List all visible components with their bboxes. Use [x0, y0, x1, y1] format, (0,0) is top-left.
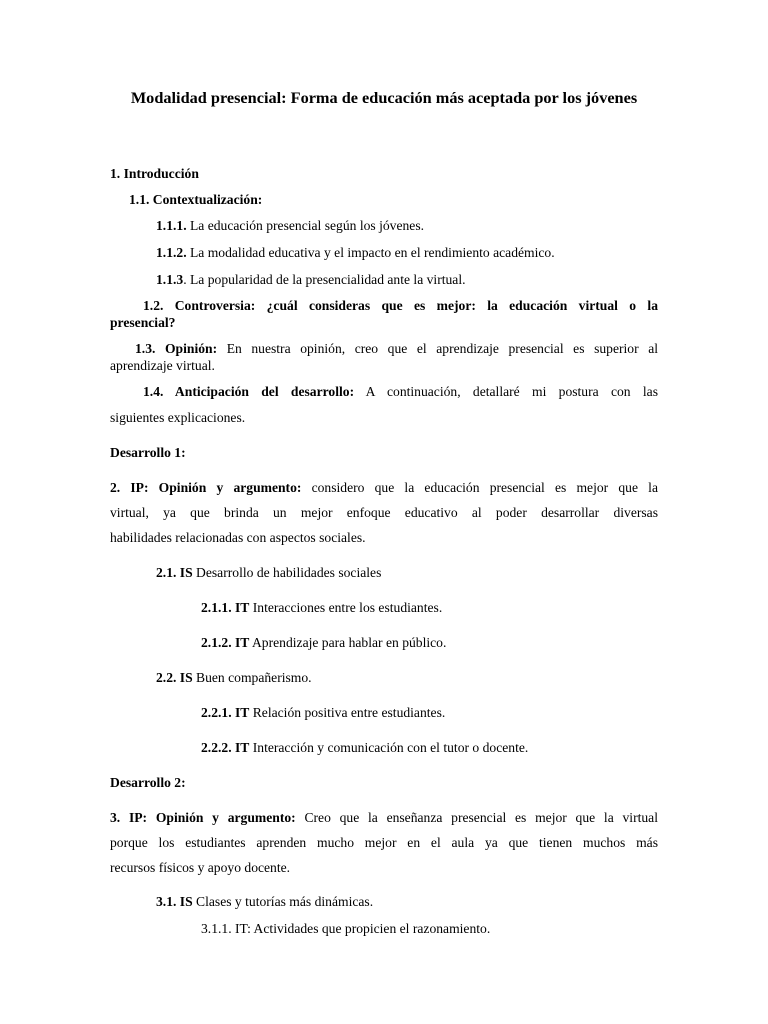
- dev1-it-2-label: 2.1.2. IT: [201, 635, 250, 650]
- context-item-2-num: 1.1.2.: [156, 245, 187, 260]
- dev1-it-1-label: 2.1.1. IT: [201, 600, 250, 615]
- context-heading-text: 1.1. Contextualización:: [129, 192, 263, 207]
- dev2-ip-label: 3. IP: Opinión y argumento:: [110, 810, 296, 825]
- dev2-is-1-label: 3.1. IS: [156, 894, 193, 909]
- dev1-ip-line-2-wrap: [110, 504, 658, 521]
- dev1-ip-label: 2. IP: Opinión y argumento:: [110, 480, 302, 495]
- document-title: Modalidad presencial: Forma de educación más aceptada por los jóvenes: [130, 88, 638, 107]
- intro-heading: [110, 165, 199, 182]
- opinion-text-1: En nuestra opinión, creo que el aprendizaje presencial es superior al: [217, 341, 659, 356]
- dev2-it-1: 3.1.1. IT: Actividades que propicien el razonamiento.: [201, 921, 491, 936]
- controversy-line-2: presencial?: [110, 315, 176, 330]
- anticipation-line-1: [143, 383, 658, 400]
- anticipation-label: 1.4. Anticipación del desarrollo:: [143, 384, 355, 399]
- context-heading: [129, 191, 262, 208]
- opinion-paragraph: [110, 340, 658, 357]
- intro-heading-text: 1. Introducción: [110, 166, 199, 181]
- dev2-ip-line-2-wrap: [110, 834, 658, 851]
- dev2-ip-text-1: Creo que la enseñanza presencial es mejor que la virtual: [295, 810, 658, 825]
- opinion-label: 1.3. Opinión:: [135, 341, 218, 356]
- opinion-line-1: [135, 340, 658, 357]
- dev1-heading: [110, 444, 186, 461]
- dev2-ip-paragraph: [110, 809, 658, 826]
- context-item-3-num: 1.1.3: [156, 272, 184, 287]
- dev1-it-2-text: Aprendizaje para hablar en público.: [249, 635, 447, 650]
- context-item-1-text: La educación presencial según los jóvenes.: [186, 218, 425, 233]
- controversy-line-2-wrap: [110, 314, 175, 331]
- anticipation-paragraph: [110, 383, 658, 400]
- dev1-it-4: [201, 739, 528, 756]
- opinion-line-2: aprendizaje virtual.: [110, 358, 215, 373]
- context-item-1-num: 1.1.1.: [156, 218, 187, 233]
- dev1-is-2-text: Buen compañerismo.: [192, 670, 312, 685]
- dev2-ip-line-1: [110, 809, 658, 826]
- context-item-2: [156, 244, 555, 261]
- anticipation-text-1: A continuación, detallaré mi postura con las: [354, 384, 658, 399]
- context-item-2-text: La modalidad educativa y el impacto en el rendimiento académico.: [186, 245, 555, 260]
- dev2-heading: [110, 774, 186, 791]
- context-item-3-text: . La popularidad de la presencialidad ante la virtual.: [183, 272, 466, 287]
- dev1-heading-text: Desarrollo 1:: [110, 445, 186, 460]
- dev1-ip-line-1: [110, 479, 658, 496]
- dev1-it-4-label: 2.2.2. IT: [201, 740, 250, 755]
- dev2-ip-line-2: porque los estudiantes aprenden mucho mejor en el aula ya que tienen muchos más: [110, 835, 658, 850]
- dev1-it-2: [201, 634, 446, 651]
- dev2-ip-line-3: recursos físicos y apoyo docente.: [110, 860, 291, 875]
- dev2-heading-text: Desarrollo 2:: [110, 775, 186, 790]
- context-item-1: [156, 217, 424, 234]
- dev2-is-1: [156, 893, 373, 910]
- dev2-is-1-text: Clases y tutorías más dinámicas.: [192, 894, 374, 909]
- dev1-it-3-label: 2.2.1. IT: [201, 705, 250, 720]
- dev1-is-1: [156, 564, 381, 581]
- anticipation-line-2: siguientes explicaciones.: [110, 410, 246, 425]
- dev1-ip-paragraph: [110, 479, 658, 496]
- dev1-is-2-label: 2.2. IS: [156, 670, 193, 685]
- dev1-ip-line-3: habilidades relacionadas con aspectos sociales.: [110, 530, 366, 545]
- dev1-it-3-text: Relación positiva entre estudiantes.: [249, 705, 446, 720]
- dev1-it-1: [201, 599, 442, 616]
- controversy-paragraph: [110, 297, 658, 314]
- dev1-ip-text-1: considero que la educación presencial es mejor que la: [301, 480, 658, 495]
- context-item-3: [156, 271, 466, 288]
- dev1-it-3: [201, 704, 445, 721]
- dev1-is-1-text: Desarrollo de habilidades sociales: [192, 565, 382, 580]
- dev1-ip-line-2: virtual, ya que brinda un mejor enfoque educativo al poder desarrollar diversas: [110, 505, 658, 520]
- dev1-it-4-text: Interacción y comunicación con el tutor o docente.: [249, 740, 529, 755]
- dev1-it-1-text: Interacciones entre los estudiantes.: [249, 600, 443, 615]
- dev1-is-2: [156, 669, 312, 686]
- dev1-is-1-label: 2.1. IS: [156, 565, 193, 580]
- controversy-line-1: 1.2. Controversia: ¿cuál consideras que es mejor: la educación virtual o la: [143, 298, 658, 313]
